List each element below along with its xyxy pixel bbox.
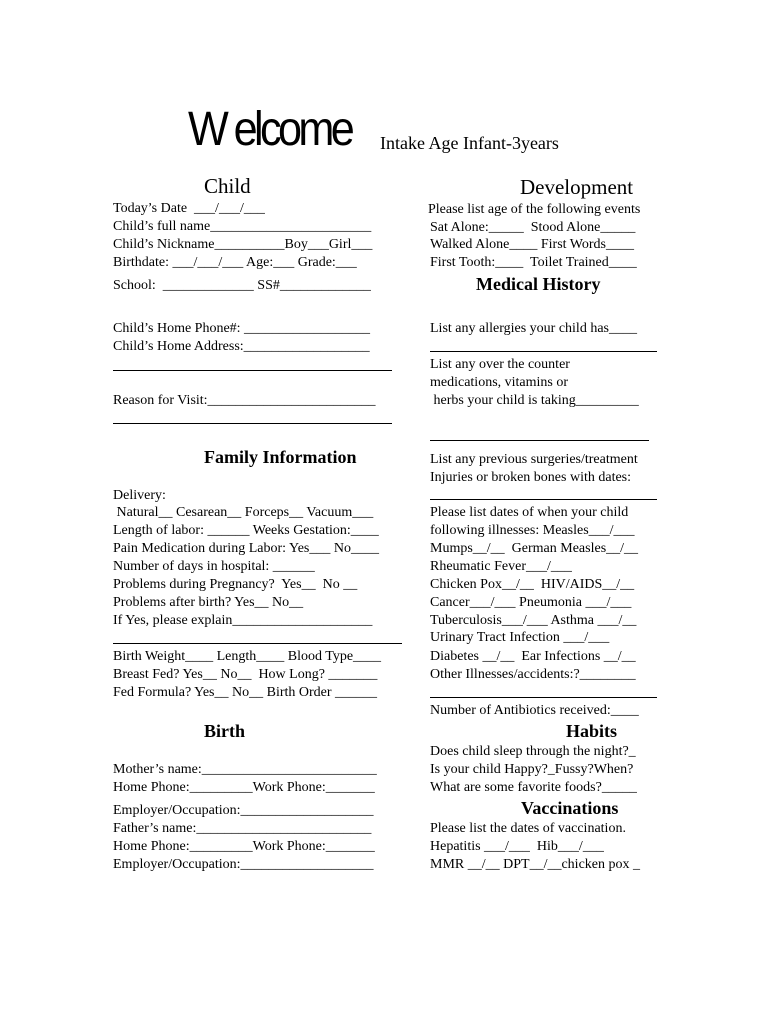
allergies-field[interactable]: List any allergies your child has____	[430, 321, 637, 336]
hepatitis-hib-field[interactable]: Hepatitis ___/___ Hib___/___	[430, 839, 604, 854]
otc-field[interactable]: herbs your child is taking_________	[430, 393, 639, 408]
mother-name-field[interactable]: Mother’s name:_________________________	[113, 762, 377, 777]
home-phone-field[interactable]: Child’s Home Phone#: __________________	[113, 321, 371, 336]
pain-medication-field[interactable]: Pain Medication during Labor: Yes___ No____	[113, 541, 379, 556]
allergies-blank-line[interactable]	[430, 351, 657, 352]
family-information-heading: Family Information	[204, 447, 357, 467]
fed-formula-field[interactable]: Fed Formula? Yes__ No__ Birth Order ______	[113, 685, 378, 700]
school-ss-field[interactable]: School: _____________ SS#_____________	[113, 278, 371, 293]
medical-history-heading: Medical History	[476, 274, 601, 294]
illness-dates-label: Please list dates of when your child	[430, 505, 629, 520]
other-illnesses-blank-line[interactable]	[430, 697, 657, 698]
rheumatic-fever-field[interactable]: Rheumatic Fever___/___	[430, 559, 572, 574]
sleep-field[interactable]: Does child sleep through the night?_	[430, 744, 636, 759]
otc-blank-line[interactable]	[430, 440, 649, 441]
birth-heading: Birth	[204, 721, 246, 741]
cancer-pneumonia-field[interactable]: Cancer___/___ Pneumonia ___/___	[430, 595, 632, 610]
after-birth-problems-field[interactable]: Problems after birth? Yes__ No__	[113, 595, 304, 610]
mumps-german-measles-field[interactable]: Mumps__/__ German Measles__/__	[430, 541, 639, 556]
reason-blank-line[interactable]	[113, 423, 392, 424]
explain-blank-line[interactable]	[113, 643, 402, 644]
child-full-name-field[interactable]: Child’s full name_______________________	[113, 219, 372, 234]
father-name-field[interactable]: Father’s name:_________________________	[113, 821, 372, 836]
otc-label-1: List any over the counter	[430, 357, 570, 372]
measles-field[interactable]: following illnesses: Measles___/___	[430, 523, 635, 538]
vaccinations-heading: Vaccinations	[521, 798, 619, 818]
pregnancy-problems-field[interactable]: Problems during Pregnancy? Yes__ No __	[113, 577, 358, 592]
favorite-foods-field[interactable]: What are some favorite foods?_____	[430, 780, 637, 795]
antibiotics-field[interactable]: Number of Antibiotics received:____	[430, 703, 639, 718]
hospital-days-field[interactable]: Number of days in hospital: ______	[113, 559, 315, 574]
development-instructions: Please list age of the following events	[428, 202, 641, 217]
happy-fussy-field[interactable]: Is your child Happy?_Fussy?When?	[430, 762, 634, 777]
reason-for-visit-field[interactable]: Reason for Visit:________________________	[113, 393, 376, 408]
labor-length-field[interactable]: Length of labor: ______ Weeks Gestation:____	[113, 523, 379, 538]
mmr-dpt-chickenpox-field[interactable]: MMR __/__ DPT__/__chicken pox _	[430, 857, 640, 872]
father-employer-field[interactable]: Employer/Occupation:___________________	[113, 857, 374, 872]
birthdate-field[interactable]: Birthdate: ___/___/___ Age:___ Grade:___	[113, 255, 357, 270]
urinary-tract-field[interactable]: Urinary Tract Infection ___/___	[430, 630, 610, 645]
home-address-blank-line[interactable]	[113, 370, 392, 371]
otc-label-2: medications, vitamins or	[430, 375, 569, 390]
sat-stood-alone-field[interactable]: Sat Alone:_____ Stood Alone_____	[430, 220, 636, 235]
welcome-title: W elcome	[188, 103, 352, 156]
mother-employer-field[interactable]: Employer/Occupation:___________________	[113, 803, 374, 818]
other-illnesses-field[interactable]: Other Illnesses/accidents:?________	[430, 667, 636, 682]
child-nickname-field[interactable]: Child’s Nickname__________Boy___Girl___	[113, 237, 373, 252]
first-tooth-toilet-field[interactable]: First Tooth:____ Toilet Trained____	[430, 255, 637, 270]
father-phone-field[interactable]: Home Phone:_________Work Phone:_______	[113, 839, 375, 854]
vaccination-instructions: Please list the dates of vaccination.	[430, 821, 626, 836]
delivery-type-field[interactable]: Natural__ Cesarean__ Forceps__ Vacuum___	[113, 505, 374, 520]
tuberculosis-asthma-field[interactable]: Tuberculosis___/___ Asthma ___/__	[430, 613, 637, 628]
birth-weight-field[interactable]: Birth Weight____ Length____ Blood Type____	[113, 649, 382, 664]
injuries-label: Injuries or broken bones with dates:	[430, 470, 632, 485]
intake-age-subtitle: Intake Age Infant-3years	[380, 133, 559, 153]
chicken-pox-hiv-field[interactable]: Chicken Pox__/__ HIV/AIDS__/__	[430, 577, 635, 592]
child-heading: Child	[204, 174, 251, 198]
diabetes-ear-field[interactable]: Diabetes __/__ Ear Infections __/__	[430, 649, 636, 664]
home-address-field[interactable]: Child’s Home Address:__________________	[113, 339, 370, 354]
todays-date-field[interactable]: Today’s Date ___/___/___	[113, 201, 265, 216]
walked-first-words-field[interactable]: Walked Alone____ First Words____	[430, 237, 634, 252]
development-heading: Development	[520, 175, 634, 199]
delivery-label: Delivery:	[113, 488, 166, 503]
mother-phone-field[interactable]: Home Phone:_________Work Phone:_______	[113, 780, 375, 795]
surgeries-label: List any previous surgeries/treatment	[430, 452, 638, 467]
habits-heading: Habits	[566, 721, 618, 741]
breast-fed-field[interactable]: Breast Fed? Yes__ No__ How Long? _______	[113, 667, 378, 682]
injuries-blank-line[interactable]	[430, 499, 657, 500]
explain-field[interactable]: If Yes, please explain____________________	[113, 613, 373, 628]
